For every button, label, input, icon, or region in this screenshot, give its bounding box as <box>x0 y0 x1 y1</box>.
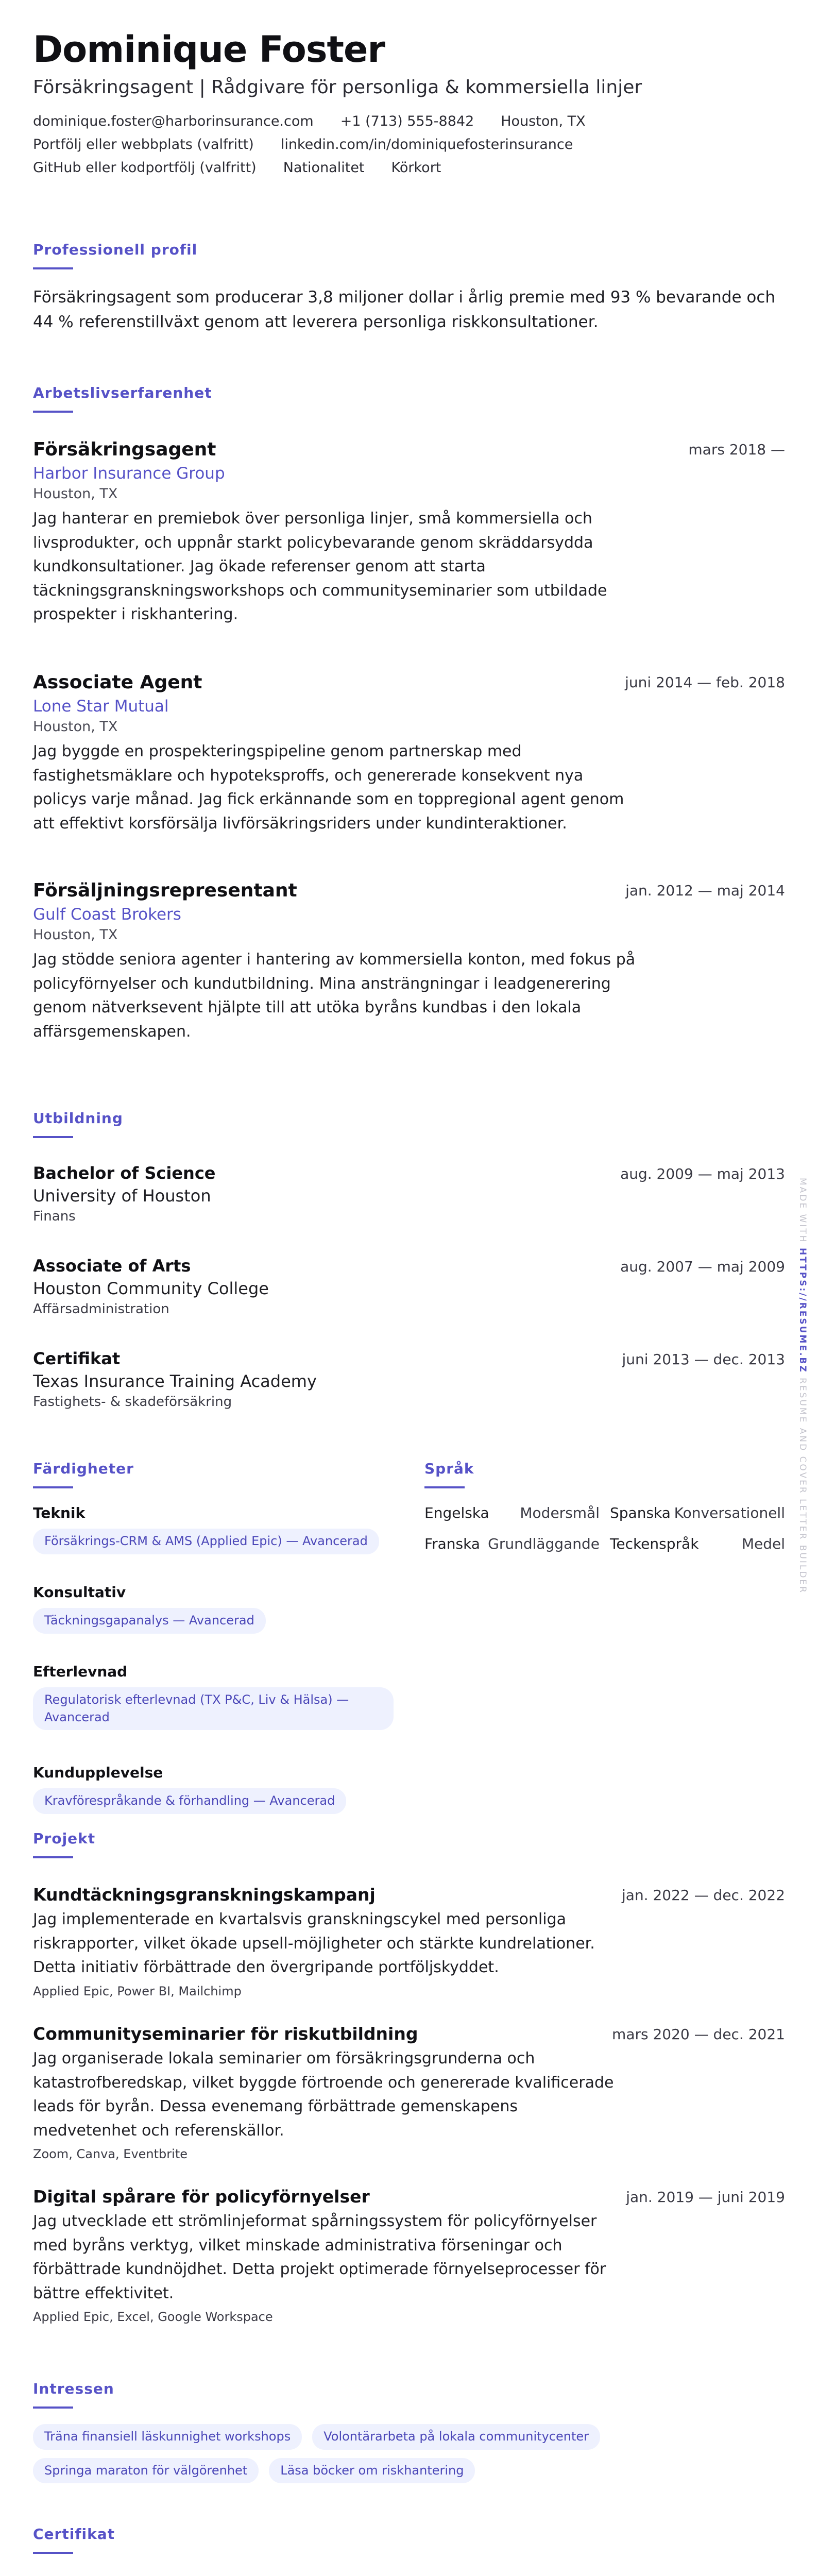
education-area: Affärsadministration <box>33 1301 169 1317</box>
certificates-section-title: Certifikat <box>33 2526 115 2543</box>
project-date: jan. 2022 — dec. 2022 <box>622 1887 785 1904</box>
section-divider <box>33 1856 73 1858</box>
language-name: Engelska <box>424 1504 489 1521</box>
education-date: juni 2013 — dec. 2013 <box>622 1351 785 1368</box>
contact-github[interactable]: GitHub eller kodportfölj (valfritt) <box>33 160 257 176</box>
experience-location: Houston, TX <box>33 486 118 502</box>
language-name: Franska <box>424 1535 480 1552</box>
skill-chip: Kravförespråkande & förhandling — Avancerad <box>33 1788 346 1814</box>
experience-description: Jag byggde en prospekteringspipeline genom partnerskap med fastighetsmäklare och hypoteksproffs, och genererade konsekvent nya policys varje månad. Jag fick erkännande som en toppregional agent genom att effektivt korsförsälja livförsäkringsriders under kundinteraktioner. <box>33 742 624 833</box>
skills-section <box>33 1460 394 1808</box>
skill-chip: Försäkrings-CRM & AMS (Applied Epic) — Avancerad <box>33 1529 379 1554</box>
experience-section-title: Arbetslivserfarenhet <box>33 384 212 401</box>
section-divider <box>33 411 73 413</box>
project-description: Jag utvecklade ett strömlinjeformat spårningssystem för policyförnyelser med byråns verktyg, vilket minskade administrativa förseningar och förbättrade kundnöjdhet. Detta projekt optimerade förnyelseprocesser för bättre effektivitet. <box>33 2212 606 2302</box>
project-tools: Applied Epic, Excel, Google Workspace <box>33 2310 273 2324</box>
skill-category: Teknik <box>33 1504 86 1521</box>
experience-description: Jag stödde seniora agenter i hantering av kommersiella konton, med fokus på policyförnyelser och kundutbildning. Mina ansträngningar i leadgenerering genom nätverksevent hjälpte till att utöka byråns kundbas i den lokala affärsgemenskapen. <box>33 951 636 1041</box>
experience-item <box>33 880 785 1044</box>
certificates-section <box>33 2526 785 2554</box>
language-level: Grundläggande <box>488 1535 600 1552</box>
candidate-name: Dominique Foster <box>33 28 385 71</box>
contact-phone[interactable]: +1 (713) 555-8842 <box>340 113 474 129</box>
profile-section <box>33 241 785 334</box>
experience-item <box>33 672 785 836</box>
project-tools: Applied Epic, Power BI, Mailchimp <box>33 1984 242 1998</box>
projects-section-title: Projekt <box>33 1830 96 1847</box>
section-divider <box>33 2406 73 2409</box>
experience-role: Försäkringsagent <box>33 439 216 460</box>
skill-chip: Regulatorisk efterlevnad (TX P&C, Liv & Hälsa) — Avancerad <box>33 1687 394 1730</box>
section-divider <box>33 1486 73 1488</box>
experience-role: Associate Agent <box>33 672 202 693</box>
languages-section-title: Språk <box>424 1460 474 1477</box>
experience-item <box>33 439 785 627</box>
language-level: Modersmål <box>520 1504 600 1521</box>
skills-section-title: Färdigheter <box>33 1460 134 1477</box>
skill-group <box>33 1764 346 1814</box>
interest-chip: Träna finansiell läskunnighet workshops <box>33 2424 302 2450</box>
project-item <box>33 2024 785 2161</box>
experience-company: Gulf Coast Brokers <box>33 905 181 924</box>
skill-category: Efterlevnad <box>33 1663 128 1680</box>
interest-chip: Volontärarbeta på lokala communitycenter <box>312 2424 600 2450</box>
education-item <box>33 1163 785 1224</box>
experience-section <box>33 384 785 1041</box>
builder-credit-suffix: RESUME AND COVER LETTER BUILDER <box>797 1378 808 1594</box>
education-school: Texas Insurance Training Academy <box>33 1371 317 1391</box>
education-section-title: Utbildning <box>33 1110 123 1127</box>
skill-chip: Täckningsgapanalys — Avancerad <box>33 1608 266 1634</box>
education-degree: Certifikat <box>33 1349 121 1368</box>
experience-company: Lone Star Mutual <box>33 697 169 716</box>
experience-role: Försäljningsrepresentant <box>33 880 297 901</box>
builder-credit <box>797 1180 808 1592</box>
section-divider <box>424 1486 465 1488</box>
languages-section <box>424 1460 785 1563</box>
language-name: Teckenspråk <box>610 1535 699 1552</box>
project-description: Jag implementerade en kvartalsvis granskningscykel med personliga riskrapporter, vilket ökade upsell-möjligheter och stärkte kundrelationer. Detta initiativ förbättrade den övergripande portföljskyddet. <box>33 1910 595 1976</box>
builder-credit-text <box>797 1178 808 1594</box>
contact-portfolio[interactable]: Portfölj eller webbplats (valfritt) <box>33 137 254 152</box>
skill-group <box>33 1584 266 1634</box>
resume-page <box>33 28 785 2543</box>
education-date: aug. 2009 — maj 2013 <box>620 1165 785 1182</box>
project-date: jan. 2019 — juni 2019 <box>626 2189 785 2206</box>
builder-credit-link[interactable]: HTTPS://RESUME.BZ <box>797 1247 808 1374</box>
project-name: Communityseminarier för riskutbildning <box>33 2024 418 2044</box>
education-school: Houston Community College <box>33 1279 269 1298</box>
contact-email[interactable]: dominique.foster@harborinsurance.com <box>33 113 314 129</box>
education-school: University of Houston <box>33 1186 211 1206</box>
contact-nationality: Nationalitet <box>283 160 365 176</box>
project-tools: Zoom, Canva, Eventbrite <box>33 2147 188 2161</box>
candidate-headline: Försäkringsagent | Rådgivare för personliga & kommersiella linjer <box>33 77 642 98</box>
project-item <box>33 1885 785 1998</box>
skill-group <box>33 1504 379 1554</box>
contact-linkedin[interactable]: linkedin.com/in/dominiquefosterinsurance <box>280 137 573 152</box>
project-item <box>33 2187 785 2324</box>
experience-date: mars 2018 — <box>688 441 785 458</box>
project-name: Digital spårare för policyförnyelser <box>33 2187 370 2207</box>
profile-section-title: Professionell profil <box>33 241 198 258</box>
education-area: Finans <box>33 1209 76 1224</box>
project-description: Jag organiserade lokala seminarier om försäkringsgrunderna och katastrofberedskap, vilket byggde förtroende och genererade kvalificerade leads för byrån. Dessa evenemang förbättrade gemenskapens medvetenhet och referenskällor. <box>33 2049 614 2140</box>
interest-chip: Springa maraton för välgörenhet <box>33 2458 259 2484</box>
resume-header <box>33 30 785 176</box>
project-date: mars 2020 — dec. 2021 <box>612 2026 785 2043</box>
experience-location: Houston, TX <box>33 719 118 735</box>
interests-section <box>33 2380 785 2483</box>
contact-info <box>33 113 641 176</box>
education-item <box>33 1256 785 1317</box>
experience-description: Jag hanterar en premiebok över personliga linjer, små kommersiella och livsprodukter, och uppnår starkt policybevarande genom skräddarsydda kundkonsultationer. Jag ökade referenser genom att starta täckningsgranskningsworkshops och communityseminarier som utbildade prospekter i riskhantering. <box>33 510 607 623</box>
skill-group <box>33 1663 394 1730</box>
skill-category: Konsultativ <box>33 1584 126 1601</box>
education-area: Fastighets- & skadeförsäkring <box>33 1394 232 1410</box>
language-name: Spanska <box>610 1504 671 1521</box>
experience-date: juni 2014 — feb. 2018 <box>625 674 785 691</box>
section-divider <box>33 2552 73 2554</box>
experience-location: Houston, TX <box>33 927 118 943</box>
education-item <box>33 1349 785 1410</box>
section-divider <box>33 267 73 269</box>
education-section <box>33 1110 785 1410</box>
interests-list <box>33 2424 651 2483</box>
language-level: Medel <box>741 1535 785 1552</box>
profile-text: Försäkringsagent som producerar 3,8 miljoner dollar i årlig premie med 93 % bevarande och 44 % referenstillväxt genom att leverera personliga riskkonsultationer. <box>33 288 776 332</box>
experience-date: jan. 2012 — maj 2014 <box>625 882 785 899</box>
builder-credit-prefix: MADE WITH <box>797 1178 808 1244</box>
projects-section <box>33 1830 785 2324</box>
language-level: Konversationell <box>674 1504 785 1521</box>
education-degree: Bachelor of Science <box>33 1163 216 1183</box>
education-date: aug. 2007 — maj 2009 <box>620 1258 785 1275</box>
project-name: Kundtäckningsgranskningskampanj <box>33 1885 376 1905</box>
interests-section-title: Intressen <box>33 2380 114 2397</box>
skill-category: Kundupplevelse <box>33 1764 163 1781</box>
contact-location: Houston, TX <box>501 113 586 129</box>
section-divider <box>33 1136 73 1138</box>
interest-chip: Läsa böcker om riskhantering <box>269 2458 475 2484</box>
contact-license: Körkort <box>391 160 441 176</box>
education-degree: Associate of Arts <box>33 1256 191 1276</box>
experience-company: Harbor Insurance Group <box>33 464 225 483</box>
